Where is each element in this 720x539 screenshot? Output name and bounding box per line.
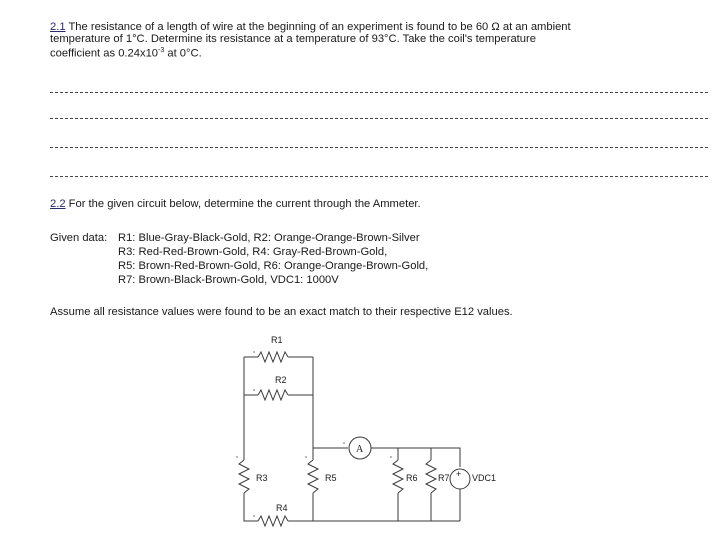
assumption-text: Assume all resistance values were found to be an exact match to their respective E12 values.	[50, 306, 513, 318]
resistor-r2	[258, 390, 288, 400]
resistor-r4	[258, 516, 288, 526]
question-number: 2.2	[50, 198, 66, 210]
label-r5: R5	[325, 473, 337, 483]
question-text-line: coefficient as 0.24x10	[50, 47, 159, 60]
wire	[431, 448, 460, 467]
question-text-line: at 0°C.	[164, 47, 202, 60]
wire	[244, 493, 258, 521]
given-data-label: Given data:	[50, 232, 108, 244]
resistor-r7	[426, 460, 436, 493]
label-r7: R7	[438, 473, 450, 483]
exponent: -3	[158, 47, 165, 55]
label-r4: R4	[276, 503, 288, 513]
resistor-r5	[308, 460, 318, 493]
label-r6: R6	[406, 473, 418, 483]
given-data-line: R3: Red-Red-Brown-Gold, R4: Gray-Red-Brown-Gold,	[118, 246, 388, 258]
label-r1: R1	[271, 335, 283, 345]
question-intro: For the given circuit below, determine the current through the Ammeter.	[65, 198, 421, 210]
question-text-line: The resistance of a length of wire at the beginning of an experiment is found to be 60 Ω at an ambient	[65, 21, 571, 33]
wire	[398, 448, 431, 460]
resistor-r1	[258, 352, 288, 362]
label-r2: R2	[275, 375, 287, 385]
label-r3: R3	[256, 473, 268, 483]
question-text-line: temperature of 1°C. Determine its resistance at a temperature of 93°C. Take the coil's temperature	[50, 32, 536, 45]
given-data-line: R1: Blue-Gray-Black-Gold, R2: Orange-Orange-Brown-Silver	[118, 232, 420, 244]
label-vdc1: VDC1	[472, 473, 497, 483]
ammeter-symbol: A	[356, 444, 364, 455]
question-number: 2.1	[50, 21, 66, 33]
given-data-line: R5: Brown-Red-Brown-Gold, R6: Orange-Orange-Brown-Gold,	[118, 260, 429, 272]
plus-sign: +	[456, 469, 462, 479]
given-data-line: R7: Brown-Black-Brown-Gold, VDC1: 1000V	[118, 274, 339, 286]
resistor-r3	[239, 460, 249, 493]
resistor-r6	[393, 460, 403, 493]
